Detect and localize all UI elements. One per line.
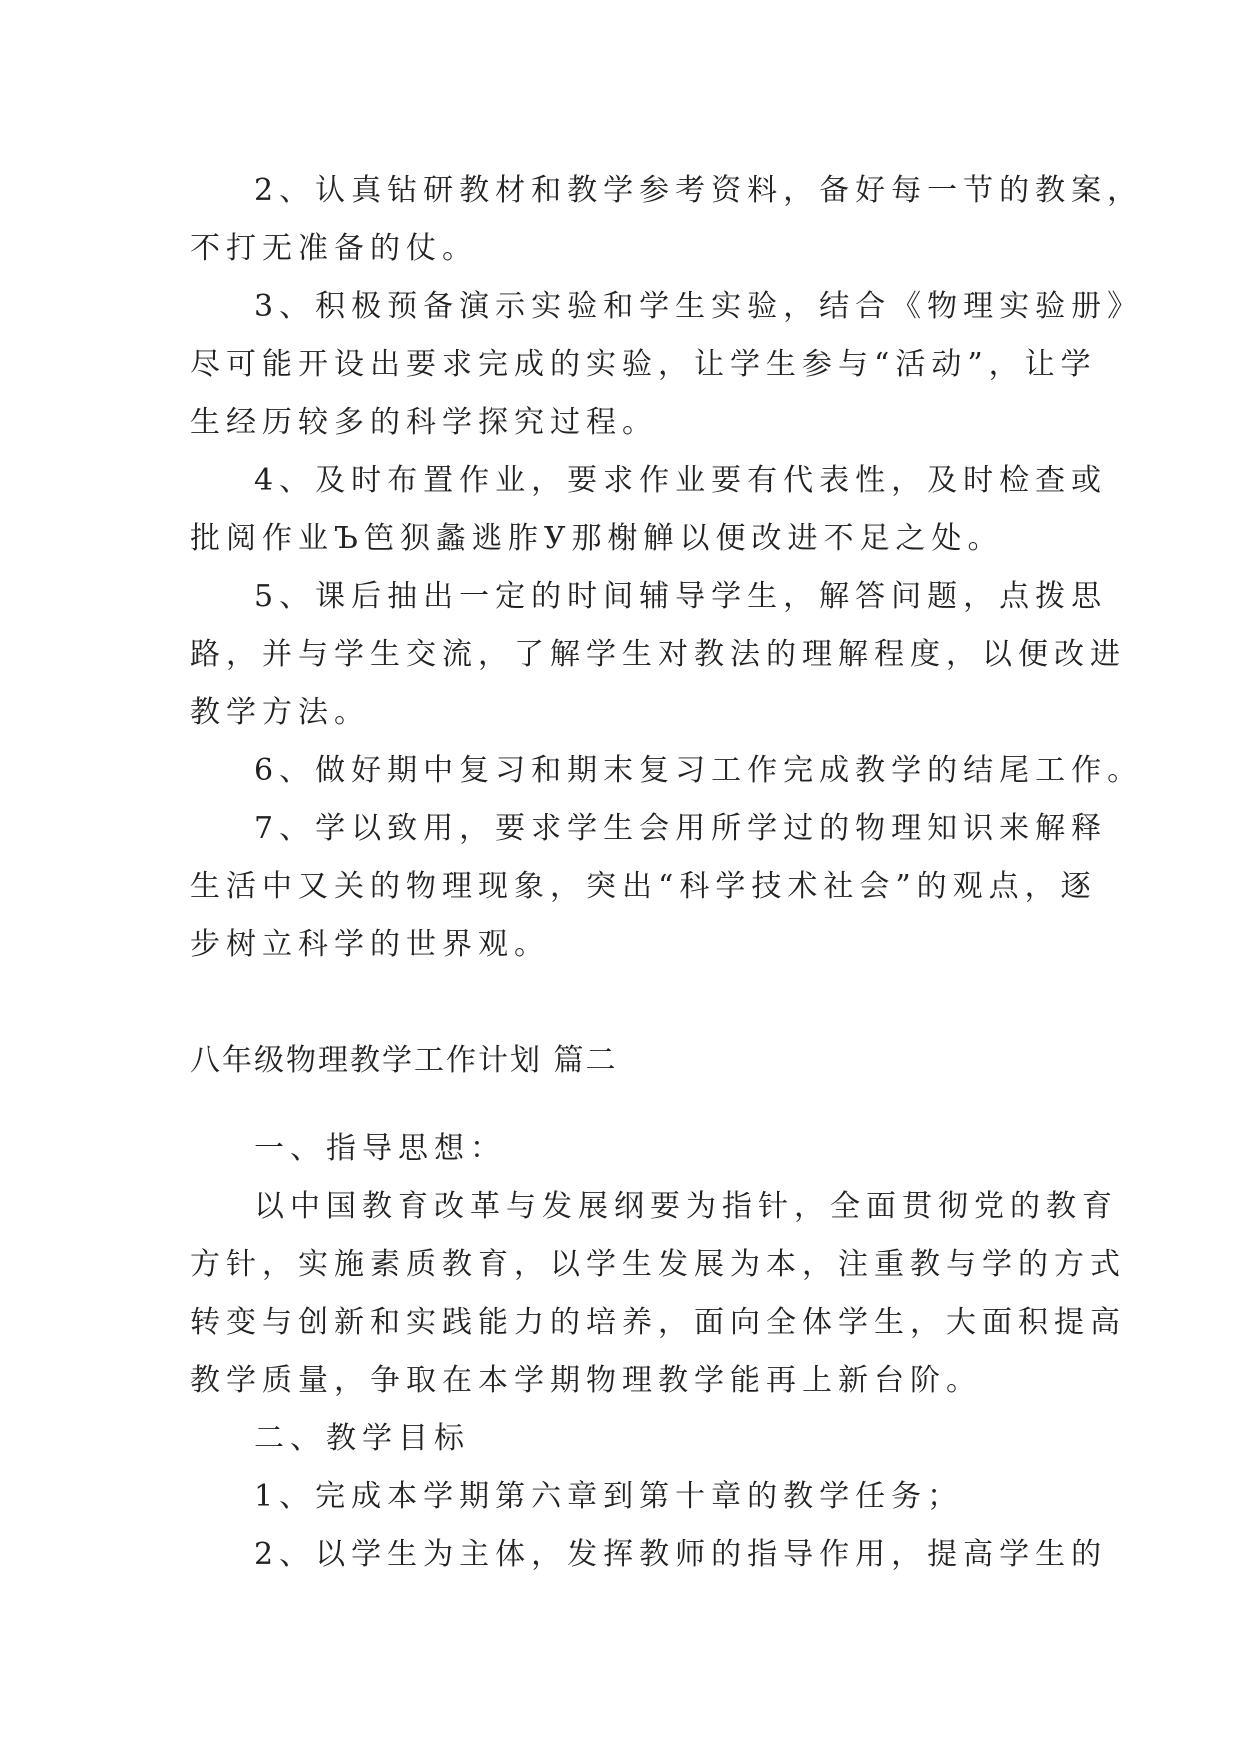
paragraph-line: 教学质量，争取在本学期物理教学能再上新台阶。 xyxy=(190,1363,982,1398)
paragraph-line: 5、课后抽出一定的时间辅导学生，解答问题，点拨思 xyxy=(254,579,1108,614)
paragraph-line: 以中国教育改革与发展纲要为指针，全面贯彻党的教育 xyxy=(254,1189,1118,1224)
paragraph-line: 尽可能开设出要求完成的实验，让学生参与“活动”，让学 xyxy=(190,347,1097,382)
paragraph-line: 生活中又关的物理现象，突出“科学技术社会”的观点，逐 xyxy=(190,869,1097,904)
subheading: 一、指导思想： xyxy=(254,1131,506,1166)
paragraph-line: 4、及时布置作业，要求作业要有代表性，及时检查或 xyxy=(254,463,1108,498)
paragraph-line: 3、积极预备演示实验和学生实验，结合《物理实验册》 xyxy=(254,289,1144,324)
paragraph-line: 2、认真钻研教材和教学参考资料，备好每一节的教案， xyxy=(254,173,1144,208)
document-body xyxy=(190,162,1144,1584)
paragraph-line: 批阅作业Ъ笆狈蠡逃胙У那榭觯以便改进不足之处。 xyxy=(190,521,1004,556)
paragraph-line: 生经历较多的科学探究过程。 xyxy=(190,405,658,440)
paragraph-line: 不打无准备的仗。 xyxy=(190,231,478,266)
paragraph-line: 步树立科学的世界观。 xyxy=(190,927,550,962)
paragraph-line: 路，并与学生交流，了解学生对教法的理解程度，以便改进 xyxy=(190,637,1126,672)
paragraph-line: 7、学以致用，要求学生会用所学过的物理知识来解释 xyxy=(254,811,1108,846)
paragraph-line: 教学方法。 xyxy=(190,695,370,730)
paragraph-line: 方针，实施素质教育，以学生发展为本，注重教与学的方式 xyxy=(190,1247,1126,1282)
subheading: 二、教学目标 xyxy=(254,1421,470,1456)
paragraph-line: 转变与创新和实践能力的培养，面向全体学生，大面积提高 xyxy=(190,1305,1126,1340)
paragraph-line: 6、做好期中复习和期末复习工作完成教学的结尾工作。 xyxy=(254,753,1144,788)
section-title: 八年级物理教学工作计划 篇二 xyxy=(190,1043,618,1078)
paragraph-line: 1、完成本学期第六章到第十章的教学任务； xyxy=(254,1479,964,1514)
paragraph-line: 2、以学生为主体，发挥教师的指导作用，提高学生的 xyxy=(254,1537,1108,1572)
